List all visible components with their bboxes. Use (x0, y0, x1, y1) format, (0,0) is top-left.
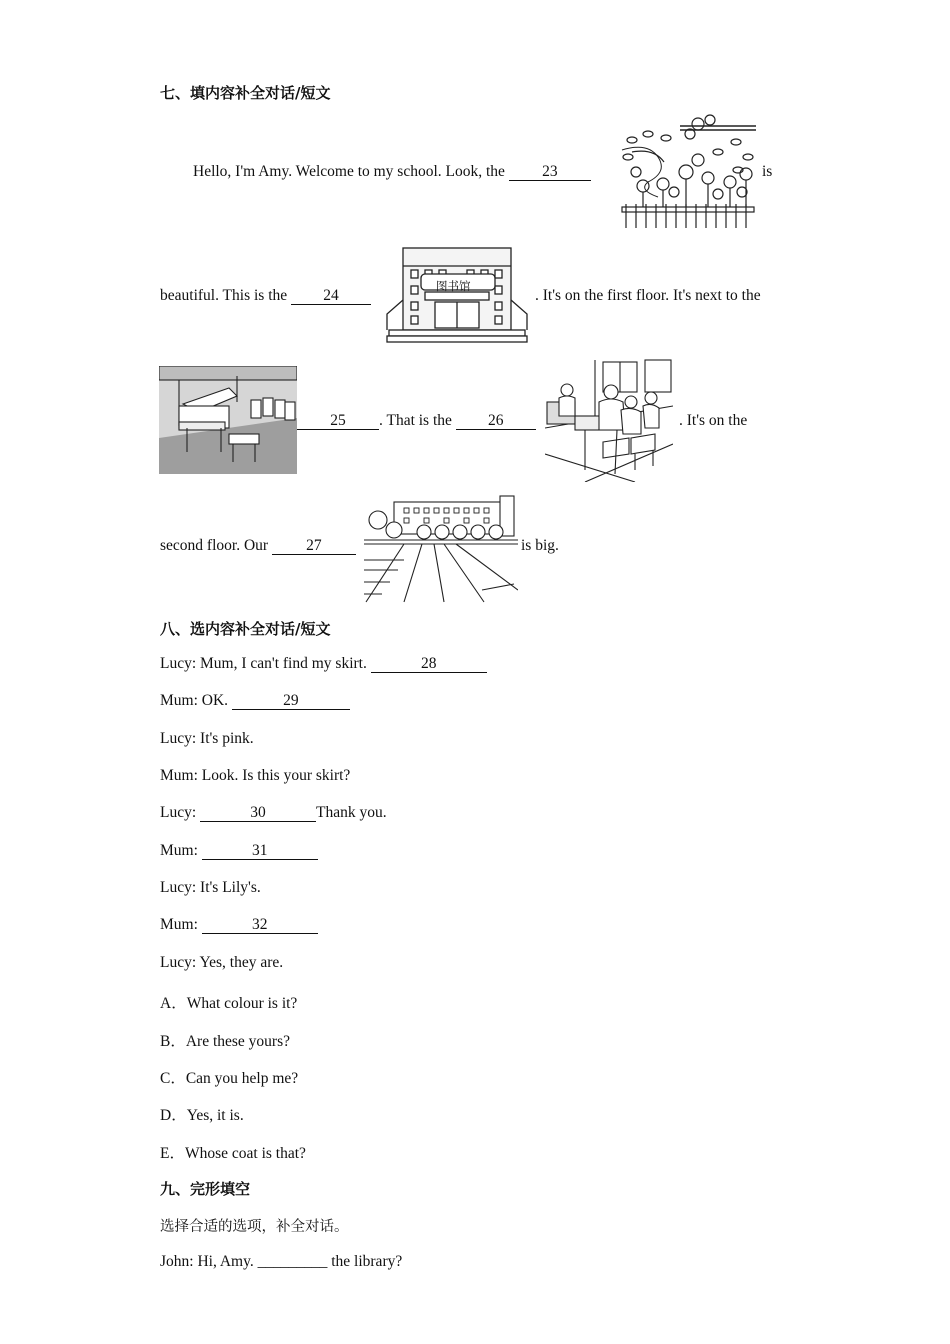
option-e: E．Whose coat is that? (160, 1145, 306, 1162)
passage-text: Hello, I'm Amy. Welcome to my school. Look, the (193, 163, 505, 180)
passage-text: second floor. Our (160, 537, 269, 554)
playground-picture (364, 494, 518, 604)
passage-text-is: is (762, 163, 773, 180)
blank-24[interactable]: 24 (291, 287, 371, 305)
music-room-picture (159, 366, 297, 474)
blank-26[interactable]: 26 (456, 412, 536, 430)
dialogue-line-8 (160, 916, 318, 934)
garden-picture (618, 112, 758, 230)
dialogue-line-4: Mum: Look. Is this your skirt? (160, 767, 351, 784)
dialogue-line-7: Lucy: It's Lily's. (160, 879, 261, 896)
dialogue-text: Lucy: (160, 804, 197, 821)
blank-25[interactable]: 25 (297, 412, 379, 430)
passage-text: . That is the (379, 412, 452, 429)
library-picture (385, 244, 530, 346)
dialogue-text-after: Thank you. (316, 804, 387, 821)
option-c: C．Can you help me? (160, 1070, 299, 1087)
dialogue-line-6 (160, 842, 318, 860)
dialogue-line-5 (160, 804, 387, 822)
dialogue-line-9: Lucy: Yes, they are. (160, 954, 284, 971)
passage-text-is-big: is big. (521, 537, 559, 554)
blank-30[interactable]: 30 (200, 804, 316, 822)
dialogue-text: Mum: OK. (160, 692, 229, 709)
passage-line-1 (193, 163, 591, 181)
passage-line-4 (160, 537, 356, 555)
option-d: D．Yes, it is. (160, 1107, 244, 1124)
option-b: B．Are these yours? (160, 1033, 290, 1050)
blank-32[interactable]: 32 (202, 916, 318, 934)
passage-text-on-the: . It's on the (679, 412, 748, 429)
dialogue-text: Mum: (160, 842, 198, 859)
section-9-heading: 九、完形填空 (160, 1180, 251, 1198)
library-sign: 图书馆 (436, 279, 471, 293)
section-8-heading: 八、选内容补全对话/短文 (160, 620, 331, 638)
section-7-heading: 七、填内容补全对话/短文 (160, 84, 331, 102)
dialogue-text: Mum: (160, 916, 198, 933)
passage-text: beautiful. This is the (160, 287, 288, 304)
section-9-line-1: John: Hi, Amy. _________ the library? (160, 1253, 403, 1270)
blank-23[interactable]: 23 (509, 163, 591, 181)
dialogue-line-3: Lucy: It's pink. (160, 730, 254, 747)
blank-28[interactable]: 28 (371, 655, 487, 673)
blank-27[interactable]: 27 (272, 537, 356, 555)
dialogue-line-2 (160, 692, 350, 710)
dialogue-text: Lucy: Mum, I can't find my skirt. (160, 655, 367, 672)
blank-29[interactable]: 29 (232, 692, 350, 710)
option-a: A．What colour is it? (160, 995, 298, 1012)
dialogue-line-1 (160, 655, 487, 673)
passage-line-3 (297, 412, 536, 430)
section-9-instruction: 选择合适的选项，补全对话。 (160, 1219, 349, 1235)
passage-line-2 (160, 287, 371, 305)
passage-text-first-floor: . It's on the first floor. It's next to the (535, 287, 761, 304)
reading-room-picture (545, 358, 673, 482)
blank-31[interactable]: 31 (202, 842, 318, 860)
